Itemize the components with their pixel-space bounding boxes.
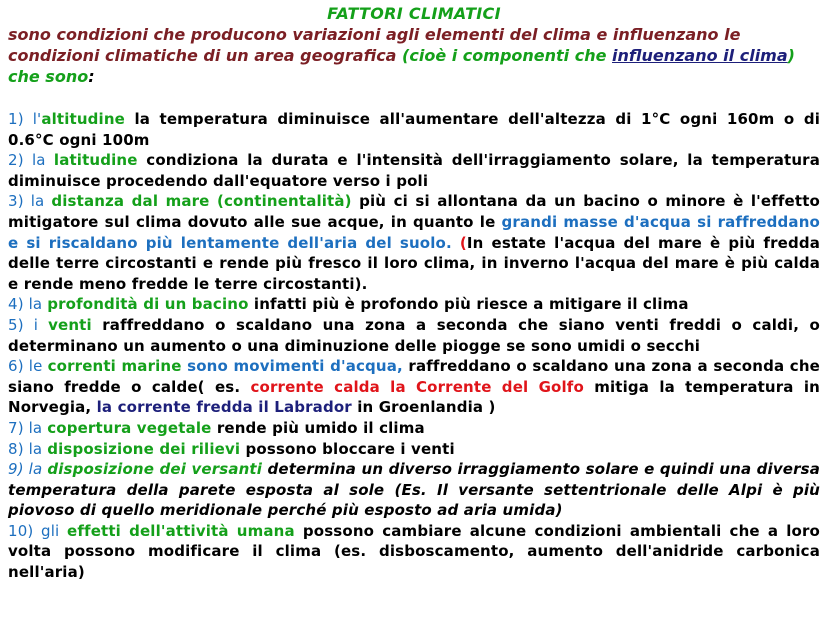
factor-item-altitude — [8, 109, 820, 150]
factor-number: 6) le — [8, 357, 48, 376]
factor-description: infatti più è profondo più riesce a mitigare il clima — [248, 295, 689, 314]
factor-keyword: correnti marine — [47, 357, 182, 376]
factor-item-reliefs — [8, 439, 820, 460]
factor-keyword: distanza dal mare (continentalità) — [51, 192, 352, 211]
factor-number: 10) gli — [8, 521, 68, 540]
factor-item-winds — [8, 315, 820, 356]
factor-keyword: venti — [48, 315, 92, 334]
factor-description: condiziona la durata e l'intensità dell'irraggiamento solare, la temperatura diminuisce procedendo dall'equatore verso i poli — [8, 151, 820, 190]
intro-paragraph — [8, 24, 820, 87]
factor-number: 8) la — [8, 439, 48, 458]
factor-description-end: in Groenlandia ) — [351, 398, 496, 417]
factor-item-sea-distance — [8, 191, 820, 294]
factor-number: 4) la — [8, 295, 48, 314]
page-title: FATTORI CLIMATICI — [327, 4, 501, 23]
factor-keyword: latitudine — [53, 151, 138, 170]
factor-highlight-navy: la corrente fredda il Labrador — [96, 398, 352, 417]
factor-description: raffreddano o scaldano una zona a seconda che siano venti freddi o caldi, o determinano un aumento o una diminuzione delle piogge se sono umidi o secchi — [8, 315, 820, 355]
slide-page — [8, 0, 820, 583]
factors-list — [8, 109, 820, 583]
intro-definition: sono condizioni che producono variazioni agli elementi del clima e influenzano le condizioni climatiche di un area geografica — [8, 25, 741, 65]
factor-number: 1) l' — [8, 110, 42, 128]
factor-highlight-red: corrente calda la Corrente del Golfo — [250, 377, 584, 396]
factor-item-vegetation — [8, 418, 820, 439]
intro-parenthetical-end: ) che sono — [8, 46, 795, 86]
factor-description: possono bloccare i venti — [240, 439, 455, 458]
factor-highlight-blue: sono movimenti d'acqua, — [181, 357, 403, 376]
factor-number: 2) la — [8, 151, 54, 170]
factor-keyword: disposizione dei versanti — [47, 460, 263, 479]
factor-example: In estate l'acqua del mare è più fredda delle terre circostanti e rende più fresco il loro clima, in inverno l'acqua del mare è più calda e rende meno fredde le terre circostanti). — [8, 233, 820, 293]
factor-keyword: effetti dell'attività umana — [67, 521, 295, 540]
factor-description: più ci si allontana da un bacino o minore è l'effetto mitigatore sul clima dovuto alle sue acque, in quanto le — [8, 192, 820, 231]
factor-item-human-activity — [8, 521, 820, 583]
factor-keyword: profondità di un bacino — [47, 295, 249, 314]
factor-keyword: altitudine — [41, 110, 125, 128]
factor-description: la temperatura diminuisce all'aumentare dell'altezza di 1°C ogni 160m o di 0.6°C ogni 100m — [8, 110, 820, 149]
factor-keyword: disposizione dei rilievi — [47, 439, 241, 458]
intro-colon: : — [88, 67, 95, 86]
factor-number: 9) la — [8, 460, 48, 479]
factor-item-latitude — [8, 150, 820, 191]
factor-description: possono cambiare alcune condizioni ambientali che a loro volta possono modificare il clima (es. disboscamento, aumento dell'anidride carbonica nell'aria) — [8, 521, 820, 582]
factor-number: 7) la — [8, 418, 48, 437]
factor-description-cont: mitiga la temperatura in Norvegia, — [8, 377, 820, 417]
factor-keyword: copertura vegetale — [47, 418, 212, 437]
factor-description: rende più umido il clima — [211, 418, 425, 437]
factor-item-sea-currents — [8, 356, 820, 418]
factor-description: raffreddano o scaldano una zona a seconda che siano fredde o calde( es. — [8, 357, 821, 396]
factor-item-basin-depth — [8, 294, 820, 315]
factor-description: determina un diverso irraggiamento solare e quindi una diversa temperatura della parete esposta al sole (Es. Il versante settentrionale delle Alpi è più piovoso di quello meridionale perché più esposto ad aria umida) — [8, 460, 820, 520]
factor-paren: ( — [451, 233, 467, 252]
factor-highlight-blue: grandi masse d'acqua si raffreddano e si riscaldano più lentamente dell'aria del suolo. — [8, 212, 820, 252]
intro-underlined: influenzano il clima — [612, 46, 788, 65]
factor-number: 5) i — [8, 315, 49, 334]
intro-parenthetical: (cioè i componenti che — [396, 46, 613, 65]
factor-number: 3) la — [8, 192, 52, 211]
factor-item-slopes — [8, 459, 820, 521]
